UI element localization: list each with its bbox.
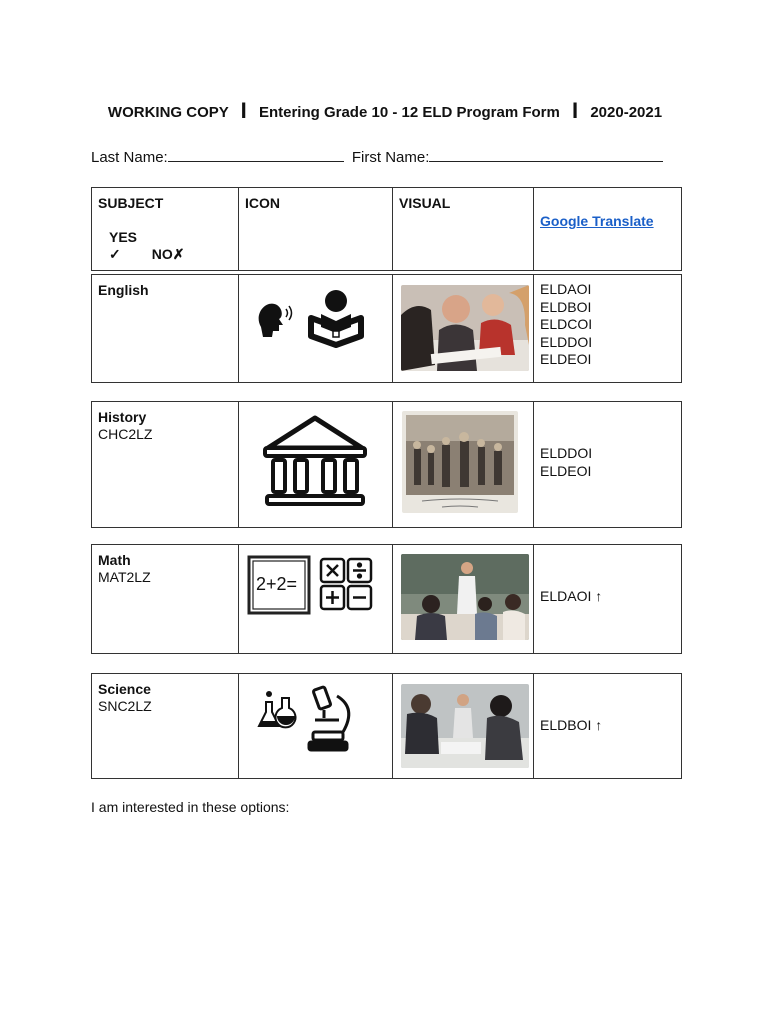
history-levels — [534, 402, 681, 486]
title-form-name: Entering Grade 10 - 12 ELD Program Form — [258, 104, 560, 121]
visual-header-cell — [393, 188, 534, 271]
icon-header: ICON — [245, 195, 280, 211]
level-code: ELDCOI — [540, 316, 593, 332]
level-code: ELDBOI ↑ — [540, 717, 603, 733]
yes-checkbox-label[interactable]: YES ✓ — [109, 229, 138, 262]
title-separator: I — [572, 98, 579, 123]
icon-header-cell — [239, 188, 393, 271]
google-translate-link[interactable]: Google Translate — [540, 213, 654, 229]
level-code: ELDDOI — [540, 445, 593, 461]
course-code-math: MAT2LZ — [98, 569, 151, 585]
visual-header: VISUAL — [399, 195, 451, 211]
subject-science: Science — [98, 681, 151, 697]
level-code: ELDAOI — [540, 281, 592, 297]
translate-cell — [534, 188, 682, 271]
history-table — [91, 401, 682, 528]
first-name-field[interactable] — [429, 147, 663, 162]
museum-building-icon — [239, 402, 392, 524]
science-table — [91, 673, 682, 779]
name-fields — [91, 147, 663, 166]
last-name-label: Last Name: — [91, 149, 168, 166]
english-table — [91, 274, 682, 383]
speaking-head-icon — [259, 304, 292, 337]
subject-history: History — [98, 409, 147, 425]
title-separator: I — [240, 98, 247, 123]
history-painting-photo — [402, 411, 518, 513]
subject-math: Math — [98, 552, 131, 568]
math-levels — [534, 545, 681, 612]
no-checkbox-label[interactable]: NO✗ — [151, 246, 185, 262]
calculator-operations-icon — [321, 559, 371, 609]
english-classroom-photo — [401, 285, 529, 371]
level-code: ELDEOI — [540, 351, 592, 367]
flasks-icon — [259, 691, 296, 727]
course-code-history: CHC2LZ — [98, 426, 153, 442]
math-board-text: 2+2= — [256, 574, 298, 594]
level-code: ELDDOI — [540, 333, 593, 350]
level-code: ELDAOI ↑ — [540, 588, 603, 604]
english-levels — [534, 275, 681, 375]
math-table — [91, 544, 682, 654]
level-code: ELDEOI — [540, 462, 592, 479]
title-school-year: 2020-2021 — [590, 104, 663, 121]
header-table — [91, 187, 682, 271]
last-name-field[interactable] — [168, 147, 344, 162]
subject-header: SUBJECT — [98, 195, 164, 211]
science-icons — [239, 674, 392, 778]
interest-statement: I am interested in these options: — [91, 799, 290, 815]
science-levels — [534, 674, 681, 741]
science-lab-photo — [401, 684, 529, 768]
subject-header-cell — [92, 188, 239, 271]
reading-person-icon — [311, 290, 361, 345]
level-code: ELDBOI — [540, 298, 592, 315]
english-icons — [239, 275, 392, 382]
math-icons — [239, 545, 392, 653]
microscope-icon — [309, 687, 349, 750]
title-working-copy: WORKING COPY — [107, 104, 229, 121]
subject-english: English — [98, 282, 149, 298]
course-code-science: SNC2LZ — [98, 698, 152, 714]
first-name-label: First Name: — [351, 149, 430, 166]
form-title — [0, 98, 770, 124]
math-classroom-photo — [401, 554, 529, 640]
